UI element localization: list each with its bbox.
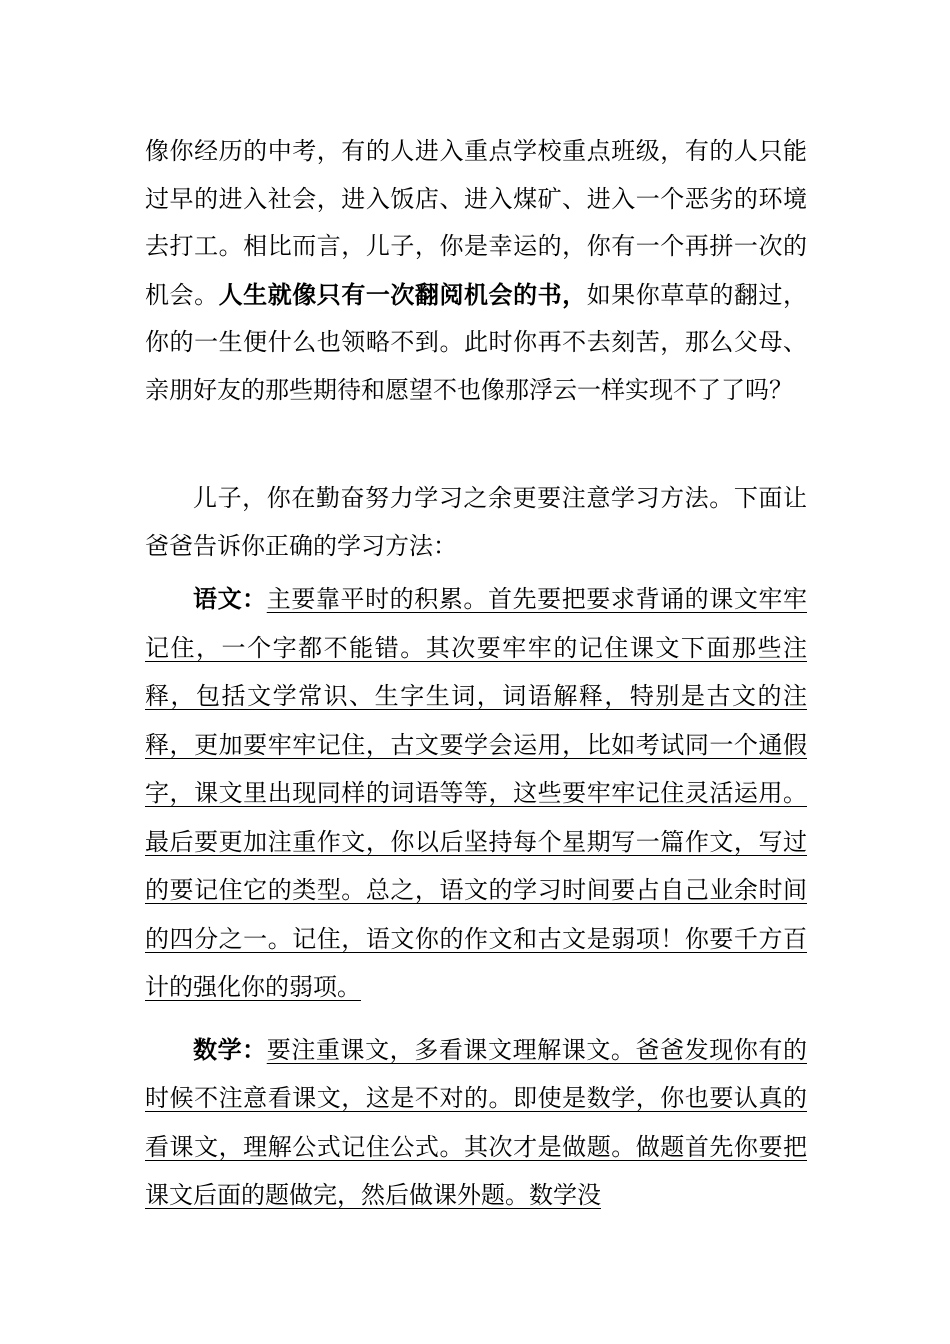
section-chinese <box>145 575 807 1012</box>
paragraph-text: 儿子，你在勤奋努力学习之余更要注意学习方法。下面让爸爸告诉你正确的学习方法： <box>145 484 807 560</box>
paragraph-text-before: 像你经历的中考，有的人进入重点学校重点班级，有的人只能过早的进入社会，进入饭店、进入煤矿、进入一个恶劣的环境去打工。相比而言，儿子，你是幸运的，你有一个再拼一次的机会。 <box>145 137 807 309</box>
math-text: 要注重课文，多看课文理解课文。爸爸发现你有的时候不注意看课文，这是不对的。即使是数学，你也要认真的看课文，理解公式记住公式。其次才是做题。做题首先你要把课文后面的题做完，然后做课外题。数学没 <box>145 1036 807 1209</box>
bold-quote: 人生就像只有一次翻阅机会的书， <box>218 279 587 309</box>
math-label: 数学： <box>193 1035 267 1064</box>
chinese-text: 主要靠平时的积累。首先要把要求背诵的课文牢牢记住，一个字都不能错。其次要牢牢的记住课文下面那些注释，包括文学常识、生字生词，词语解释，特别是古文的注释，更加要牢牢记住，古文要学会运用，比如考试同一个通假字，课文里出现同样的词语等等，这些要牢牢记住灵活运用。最后要更加注重作文，你以后坚持每个星期写一篇作文，写过的要记住它的类型。总之，语文的学习时间要占自己业余时间的四分之一。记住，语文你的作文和古文是弱项！你要千方百计的强化你的弱项。 <box>145 585 807 1001</box>
chinese-label: 语文： <box>193 584 267 613</box>
section-math <box>145 1026 807 1219</box>
paragraph-text-after: 如果你草草的翻过，你的一生便什么也领略不到。此时你再不去刻苦，那么父母、亲朋好友的那些期待和愿望不也像那浮云一样实现不了了吗？ <box>145 280 808 404</box>
paragraph-study-method-intro <box>145 474 807 570</box>
paragraph-life-chance <box>145 128 807 414</box>
